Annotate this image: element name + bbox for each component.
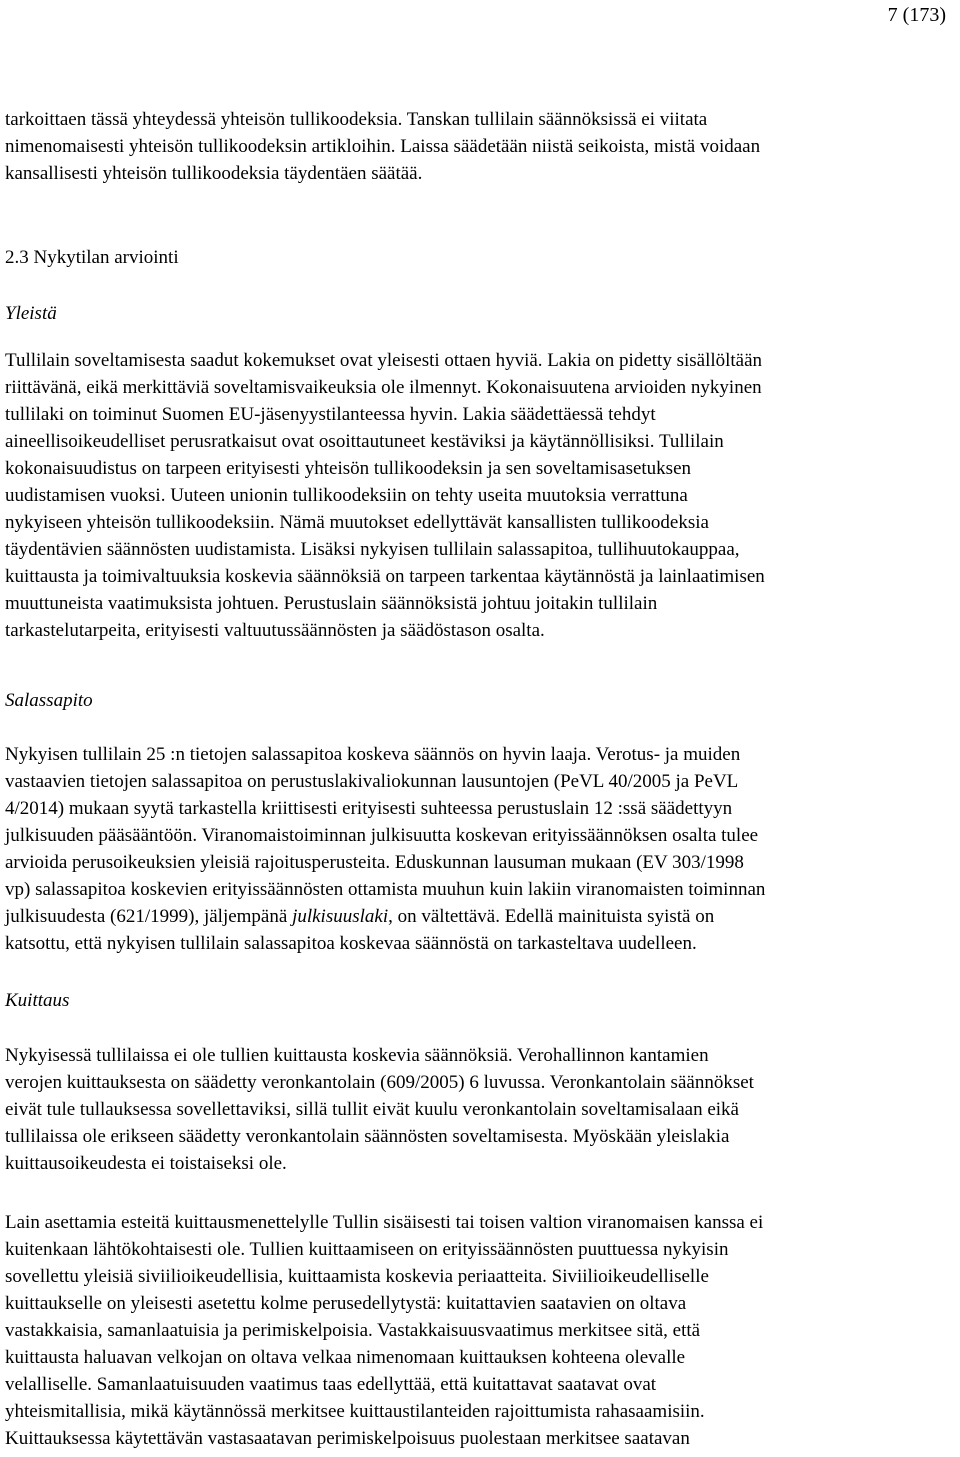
text-line: velalliselle. Samanlaatuisuuden vaatimus taas edellyttää, että kuitattavat saatavat ovat xyxy=(5,1374,657,1395)
text-line: Lain asettamia esteitä kuittausmenettelylle Tullin sisäisesti tai toisen valtion viranomaisen kanssa ei xyxy=(5,1212,764,1233)
text-line: vastaavien tietojen salassapitoa on perustuslakivaliokunnan lausuntojen (PeVL 40/2005 ja PeVL xyxy=(5,771,739,792)
text-run: julkisuudesta (621/1999), jäljempänä xyxy=(5,906,293,927)
text-line: sovellettu yleisiä siviilioikeudellisia, kuittaamista koskevia periaatteita. Siviilioikeudelliselle xyxy=(5,1266,709,1287)
text-line: uudistamisen vuoksi. Uuteen unionin tullikoodeksiin on tehty useita muutoksia verrattuna xyxy=(5,485,688,506)
subheading-offset: Kuittaus xyxy=(5,990,70,1011)
general-paragraph xyxy=(5,347,957,644)
text-line: tullilaissa ole erikseen säädetty veronkantolain säännösten soveltamisesta. Myöskään yleislakia xyxy=(5,1126,730,1147)
text-line: arvioida perusoikeuksien yleisiä rajoitusperusteita. Eduskunnan lausuman mukaan (EV 303/1998 xyxy=(5,852,744,873)
offset-paragraph-1 xyxy=(5,1042,957,1177)
text-line: tarkoittaen tässä yhteydessä yhteisön tullikoodeksia. Tanskan tullilain säännöksissä ei viitata xyxy=(5,109,708,130)
subheading-secrecy: Salassapito xyxy=(5,690,93,711)
text-line: tarkastelutarpeita, erityisesti valtuutussäännösten ja säädöstason osalta. xyxy=(5,620,545,641)
text-line: vastakkaisia, samanlaatuisia ja perimiskelpoisia. Vastakkaisuusvaatimus merkitsee sitä, että xyxy=(5,1320,701,1341)
intro-paragraph xyxy=(5,106,957,187)
text-line: Tullilain soveltamisesta saadut kokemukset ovat yleisesti ottaen hyviä. Lakia on pidetty sisällöltään xyxy=(5,350,763,371)
text-line: muuttuneista vaatimuksista johtuen. Perustuslain säännöksistä johtuu joitakin tullilain xyxy=(5,593,658,614)
text-line: kansallisesti yhteisön tullikoodeksia täydentäen säätää. xyxy=(5,163,423,184)
text-line: Nykyisessä tullilaissa ei ole tullien kuittausta koskevia säännöksiä. Verohallinnon kantamien xyxy=(5,1045,709,1066)
text-line: julkisuuden pääsääntöön. Viranomaistoiminnan julkisuutta koskevan erityissäännöksen osalta tulee xyxy=(5,825,759,846)
text-line: tullilaki on toiminut Suomen EU-jäsenyystilanteessa hyvin. Lakia säädettäessä tehdyt xyxy=(5,404,656,425)
text-line: kuittausta ja toimivaltuuksia koskevia säännöksiä on tarpeen tarkentaa käytännöstä ja lainlaatimisen xyxy=(5,566,765,587)
text-run: , on vältettävä. Edellä mainituista syistä on xyxy=(388,906,715,927)
text-line: Nykyisen tullilain 25 :n tietojen salassapitoa koskeva säännös on hyvin laaja. Verotus- ja muiden xyxy=(5,744,741,765)
text-line: aineellisoikeudelliset perusratkaisut ovat osoittautuneet kestäviksi ja käytännöllisiksi. Tullilain xyxy=(5,431,724,452)
section-heading: 2.3 Nykytilan arviointi xyxy=(5,247,179,268)
text-line: täydentävien säännösten uudistamista. Lisäksi nykyisen tullilain salassapitoa, tullihuutokauppaa, xyxy=(5,539,740,560)
text-line: kuittausta haluavan velkojan on oltava velkaa nimenomaan kuittauksen kohteena olevalle xyxy=(5,1347,686,1368)
page-number: 7 (173) xyxy=(887,4,946,26)
text-line: kuittaukselle on yleisesti asetettu kolme perusedellytystä: kuitattavien saatavien on oltava xyxy=(5,1293,687,1314)
text-line: verojen kuittauksesta on säädetty veronkantolain (609/2005) 6 luvussa. Veronkantolain säännökset xyxy=(5,1072,754,1093)
text-line: kokonaisuudistus on tarpeen erityisesti yhteisön tullikoodeksin ja sen soveltamisasetuksen xyxy=(5,458,692,479)
text-line: 4/2014) mukaan syytä tarkastella kriittisesti erityisesti suhteessa perustuslain 12 :ssä säädettyyn xyxy=(5,798,733,819)
secrecy-paragraph xyxy=(5,741,957,957)
offset-paragraph-2 xyxy=(5,1209,957,1452)
text-line: kuitenkaan lähtökohtaisesti ole. Tullien kuittaamiseen on erityissäännösten puuttuessa nykyisin xyxy=(5,1239,729,1260)
text-line: eivät tule tullauksessa sovellettaviksi, sillä tullit eivät kuulu veronkantolain soveltamisalaan eikä xyxy=(5,1099,739,1120)
text-line: katsottu, että nykyisen tullilain salassapitoa koskevaa säännöstä on tarkasteltava uudelleen. xyxy=(5,933,697,954)
italic-term: julkisuuslaki xyxy=(292,906,389,927)
text-line: nimenomaisesti yhteisön tullikoodeksin artikloihin. Laissa säädetään niistä seikoista, mistä voidaan xyxy=(5,136,761,157)
text-line xyxy=(5,903,957,930)
text-line: Kuittauksessa käytettävän vastasaatavan perimiskelpoisuus puolestaan merkitsee saatavan xyxy=(5,1428,690,1449)
text-line: kuittausoikeudesta ei toistaiseksi ole. xyxy=(5,1153,287,1174)
text-line: yhteismitallisia, mikä käytännössä merkitsee kuittaustilanteiden rajoittumista rahasaamisiin. xyxy=(5,1401,705,1422)
subheading-general: Yleistä xyxy=(5,303,57,324)
text-line: riittävänä, eikä merkittäviä soveltamisvaikeuksia ole ilmennyt. Kokonaisuutena arvioiden nykyinen xyxy=(5,377,762,398)
text-line: nykyiseen yhteisön tullikoodeksiin. Nämä muutokset edellyttävät kansallisten tullikoodeksia xyxy=(5,512,709,533)
text-line: vp) salassapitoa koskevien erityissäännösten ottamista muuhun kuin lakiin viranomaisten toiminnan xyxy=(5,879,766,900)
